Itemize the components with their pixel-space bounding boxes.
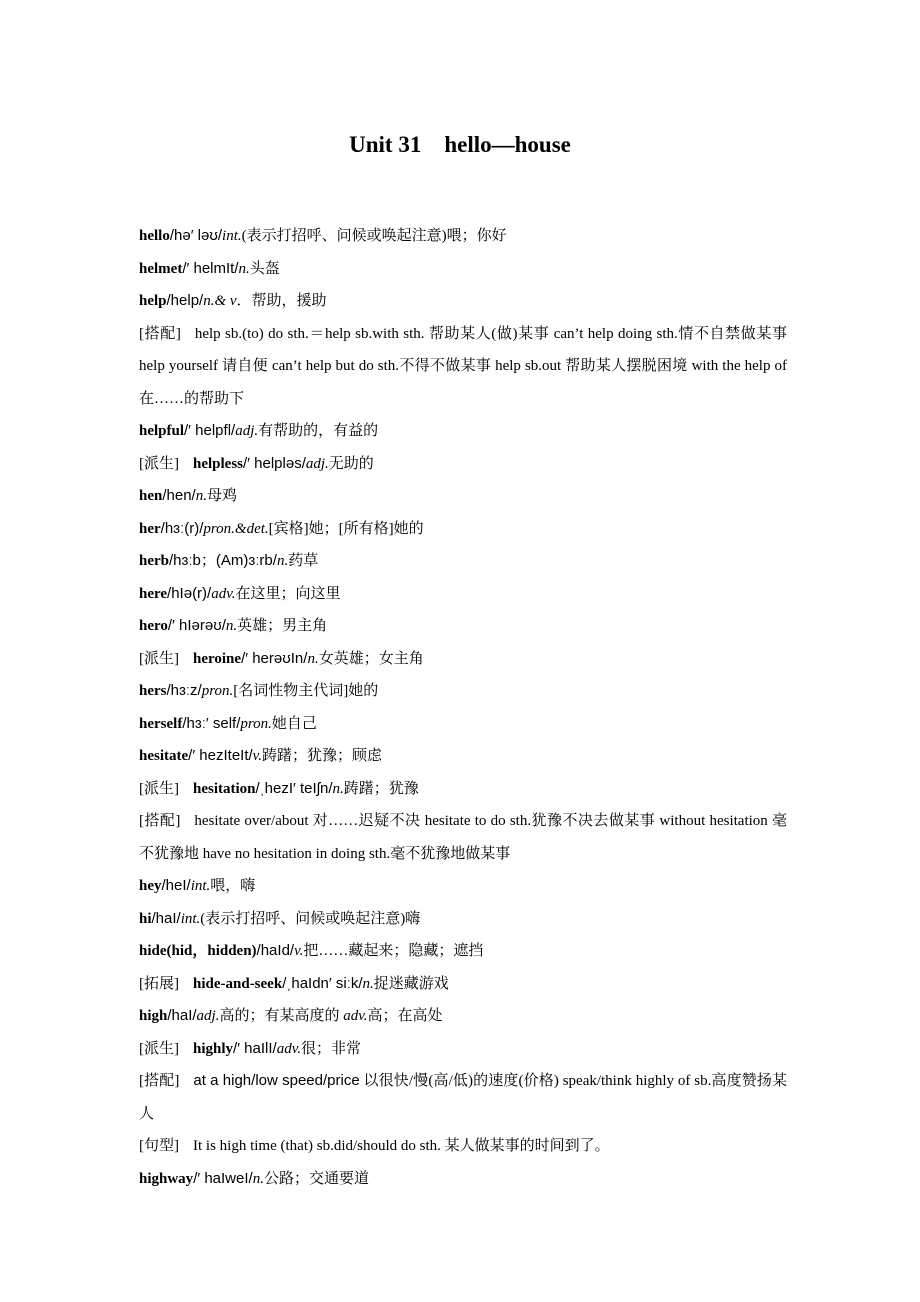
headword: hesitate: [139, 748, 189, 764]
phonetic: /′ haIlI/: [233, 1039, 277, 1057]
vocab-entry: [139, 415, 787, 448]
headword: hello: [139, 228, 170, 244]
definition: 英雄；男主角: [237, 618, 328, 634]
phonetic: /hIə(r)/: [167, 584, 212, 602]
headword: her: [139, 520, 161, 537]
vocab-entry: [139, 448, 787, 481]
section-tag: [搭配]: [139, 813, 181, 829]
part-of-speech: pron.: [201, 683, 234, 699]
part-of-speech: n.: [225, 618, 238, 634]
part-of-speech: v.: [252, 748, 262, 764]
definition: 把……藏起来；隐藏；遮挡: [303, 943, 484, 959]
phonetic: /haI/: [167, 1007, 197, 1024]
phonetic: /′ helpləs/: [243, 454, 306, 472]
definition: ．帮助，援助: [236, 293, 327, 309]
definition: 高；在高处: [367, 1008, 443, 1024]
part-of-speech: n.: [276, 553, 289, 569]
headword: hen: [139, 488, 163, 504]
vocab-entry: [139, 773, 787, 806]
vocab-entry: [139, 968, 787, 1001]
definition: 很；非常: [301, 1040, 362, 1057]
vocab-entry: [139, 1163, 787, 1196]
part-of-speech: adj.: [196, 1008, 220, 1024]
vocab-entry: [139, 1000, 787, 1033]
headword: highly: [193, 1040, 234, 1057]
part-of-speech: adv.: [276, 1040, 301, 1057]
vocab-entry: [139, 220, 787, 253]
vocab-entry: [139, 805, 787, 870]
definition: 公路；交通要道: [263, 1170, 369, 1187]
definition: 药草: [288, 553, 319, 569]
headword: heroine: [193, 650, 242, 667]
vocab-entry: [139, 610, 787, 643]
section-tag: [派生]: [139, 780, 179, 797]
definition: (表示打招呼、问候或唤起注意)嗨: [200, 910, 421, 927]
phonetic: /hɜːb；(Am)ɜːrb/: [169, 552, 277, 569]
section-tag: [派生]: [139, 455, 179, 472]
vocab-entry: [139, 1130, 787, 1163]
vocab-entry: [139, 935, 787, 968]
part-of-speech: adv.: [211, 585, 236, 602]
headword: high: [139, 1008, 168, 1024]
part-of-speech: n.: [307, 650, 319, 667]
phonetic: /hen/: [162, 487, 196, 504]
vocab-entry: [139, 643, 787, 676]
phonetic: /hɜː(r)/: [160, 519, 204, 537]
definition: 高的；有某高度的: [219, 1008, 344, 1024]
headword: help: [139, 293, 167, 309]
headword: helmet: [139, 260, 183, 277]
vocab-entry: [139, 578, 787, 611]
phonetic: /′ herəʊIn/: [241, 649, 308, 667]
phonetic: /heI/: [161, 877, 191, 894]
phonetic: at a high/low speed/price: [193, 1072, 360, 1089]
phonetic: /ˌhaIdn′ siːk/: [282, 974, 363, 992]
part-of-speech: v.: [294, 943, 304, 959]
definition: 以很快/慢(高/低)的速度(价格) speak/think highly of sb.高度赞扬某人: [139, 1073, 787, 1122]
definition: (表示打招呼、问候或唤起注意)喂；你好: [241, 228, 507, 244]
part-of-speech: n.: [238, 260, 250, 277]
vocab-entry: [139, 708, 787, 741]
vocab-entry: [139, 1033, 787, 1066]
headword: highway: [139, 1170, 194, 1187]
headword: hi: [139, 910, 152, 927]
part-of-speech: adv.: [343, 1008, 368, 1024]
definition: 喂，嗨: [210, 878, 256, 894]
headword: hide-and-seek: [193, 975, 283, 992]
page-title: Unit 31 hello—house: [349, 132, 571, 157]
phonetic: /′ hIərəʊ/: [167, 617, 226, 634]
vocab-entry: [139, 480, 787, 513]
phonetic: /′ helmIt/: [182, 259, 239, 277]
definition: It is high time (that) sb.did/should do sth. 某人做某事的时间到了。: [193, 1138, 610, 1154]
phonetic: /hɜːz/: [166, 682, 202, 699]
part-of-speech: n.& v: [203, 293, 237, 309]
section-tag: [派生]: [139, 650, 179, 667]
definition: 头盔: [249, 260, 280, 277]
headword: herb: [139, 553, 169, 569]
definition: 无助的: [328, 455, 374, 472]
definition: [宾格]她；[所有格]她的: [268, 520, 424, 537]
part-of-speech: n.: [252, 1170, 264, 1187]
section-tag: [拓展]: [139, 975, 179, 992]
definition: 踌躇；犹豫: [343, 780, 419, 797]
section-tag: [派生]: [139, 1040, 179, 1057]
phonetic: /hɜː′ self/: [182, 714, 241, 732]
headword: herself: [139, 715, 183, 732]
headword: here: [139, 585, 168, 602]
definition: help sb.(to) do sth.＝help sb.with sth. 帮助某人(做)某事 can’t help doing sth.情不自禁做某事 help yourself 请自便 can’t help but do sth.不得不做某事 help sb.out 帮助某人摆脱困境 with the help of 在……的帮助下: [139, 325, 787, 407]
part-of-speech: int.: [190, 878, 211, 894]
phonetic: /hə′ ləʊ/: [169, 227, 223, 244]
part-of-speech: adj.: [235, 423, 259, 439]
vocab-entry: [139, 675, 787, 708]
definition: [名词性物主代词]她的: [233, 683, 379, 699]
part-of-speech: pron.: [240, 715, 272, 732]
definition: 在这里；向这里: [235, 585, 341, 602]
part-of-speech: n.: [195, 488, 207, 504]
headword: helpless: [193, 455, 244, 472]
phonetic: /′ hezIteIt/: [188, 747, 253, 764]
headword: hey: [139, 878, 162, 894]
vocab-entry: [139, 253, 787, 286]
vocab-entry: [139, 1065, 787, 1130]
part-of-speech: int.: [222, 228, 242, 244]
definition: 踌躇；犹豫；顾虑: [261, 748, 382, 764]
definition: 母鸡: [206, 488, 237, 504]
vocab-entry: [139, 513, 787, 546]
phonetic: /′ haIweI/: [193, 1169, 253, 1187]
phonetic: /help/: [166, 292, 204, 309]
phonetic: /haI/: [151, 909, 181, 927]
headword: hesitation: [193, 780, 256, 797]
part-of-speech: pron.&det.: [203, 520, 269, 537]
phonetic: /′ helpfl/: [184, 422, 236, 439]
vocab-entry: [139, 318, 787, 416]
part-of-speech: n.: [362, 975, 374, 992]
headword: hers: [139, 683, 167, 699]
vocab-entry: [139, 903, 787, 936]
vocab-entry: [139, 285, 787, 318]
part-of-speech: adj.: [305, 455, 329, 472]
section-tag: [搭配]: [139, 325, 181, 342]
definition: hesitate over/about 对……迟疑不决 hesitate to do sth.犹豫不决去做某事 without hesitation 毫不犹豫地 have no hesitation in doing sth.毫不犹豫地做某事: [139, 813, 787, 862]
definition: 有帮助的，有益的: [258, 423, 379, 439]
vocab-entry: [139, 545, 787, 578]
section-tag: [句型]: [139, 1138, 179, 1154]
section-tag: [搭配]: [139, 1073, 180, 1089]
headword: hero: [139, 618, 168, 634]
phonetic: /haId/: [256, 942, 295, 959]
vocab-entry: [139, 740, 787, 773]
definition: 捉迷藏游戏: [373, 975, 449, 992]
vocab-entry: [139, 870, 787, 903]
vocabulary-list: [139, 220, 787, 1195]
part-of-speech: int.: [180, 910, 201, 927]
definition: 女英雄；女主角: [318, 650, 424, 667]
definition: 她自己: [271, 715, 317, 732]
headword: hide(hid，hidden): [139, 943, 257, 959]
part-of-speech: n.: [332, 780, 344, 797]
phonetic: /ˌhezI′ teIʃn/: [255, 779, 333, 797]
headword: helpful: [139, 423, 185, 439]
